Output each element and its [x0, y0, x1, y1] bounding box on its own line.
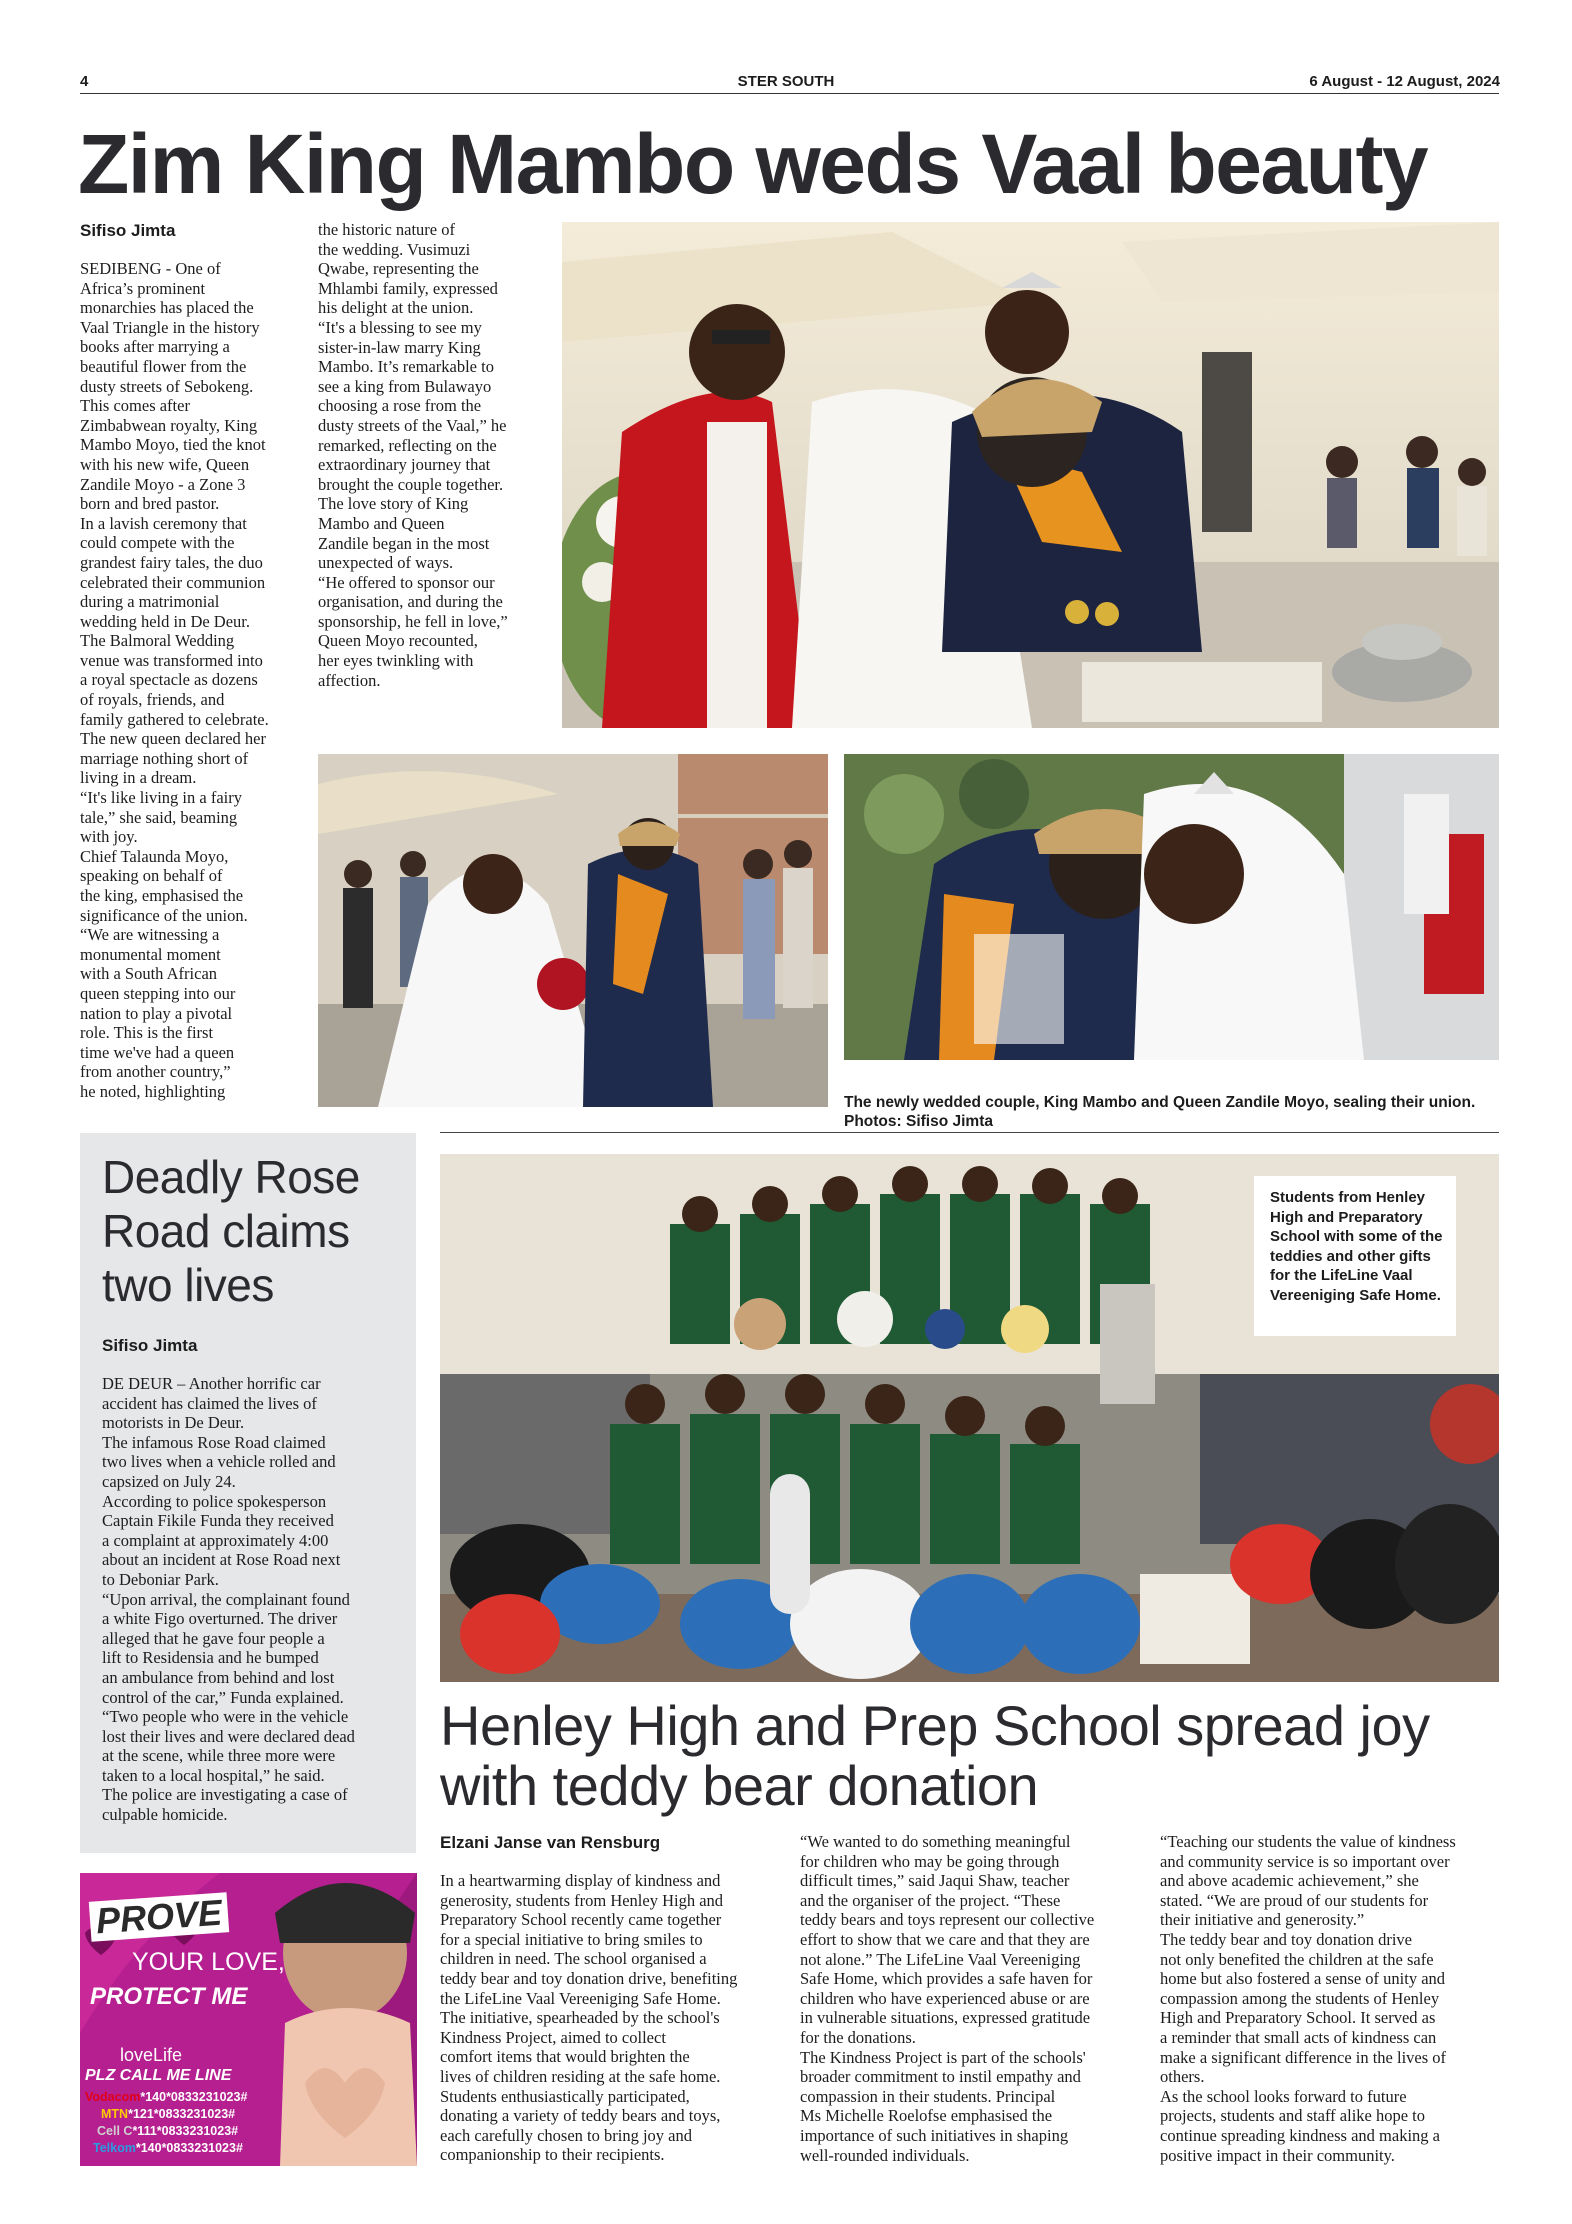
advert-network-row: [85, 2123, 247, 2140]
network-code: *140*0833231023#: [135, 2141, 243, 2155]
wedding-kiss-illustration: [844, 754, 1499, 1060]
school-column-2: “We wanted to do something meaningful for children who may be going through difficult times,” said Jaqui Shaw, teacher and the organiser of the project. “These teddy bears and toys represent our collective effort to show that we care and that they are not alone.” The LifeLine Vaal Vereeniging Safe Home, which provides a safe haven for children who have experienced abuse or are in vulnerable situations, expressed gratitude for the donations. The Kindness Project is part of the schools' broader commitment to instil empathy and compassion in their students. Principal Ms Michelle Roelofse emphasised the importance of such initiatives in shaping well-rounded individuals.: [800, 1832, 1095, 2165]
advert-network-row: [85, 2140, 247, 2157]
header-rule: [80, 93, 1499, 94]
network-name: Cell C: [97, 2124, 133, 2138]
advert-network-row: [85, 2106, 247, 2123]
lead-headline: Zim King Mambo weds Vaal beauty: [78, 117, 1428, 211]
network-code: *111*0833231023#: [132, 2124, 239, 2138]
network-name: MTN: [101, 2107, 129, 2121]
sidebar-headline: Deadly Rose Road claims two lives: [102, 1151, 360, 1311]
advert-network-list: [85, 2089, 247, 2157]
network-name: Vodacom: [85, 2090, 141, 2104]
wedding-signing-illustration: [562, 222, 1499, 728]
section-rule: [440, 1132, 1499, 1133]
school-byline: Elzani Janse van Rensburg: [440, 1833, 661, 1852]
advert-line-1: PROVE: [89, 1892, 230, 1942]
school-column-3: “Teaching our students the value of kindness and community service is so important over and above academic achievement,” she stated. “We are proud of our students for their initiative and generosity.” The teddy bear and toy donation drive not only benefited the children at the safe home but also fostered a sense of unity and compassion among the students of Henley High and Preparatory School. It served as a reminder that small acts of kindness can make a significant difference in the lives of others. As the school looks forward to future projects, students and staff alike hope to continue spreading kindness and making a positive impact in their community.: [1160, 1832, 1456, 2165]
advert-line-2: YOUR LOVE,: [132, 1948, 285, 1976]
issue-date: 6 August - 12 August, 2024: [1309, 73, 1500, 90]
lovelife-advert: [80, 1873, 417, 2166]
school-headline: Henley High and Prep School spread joy with teddy bear donation: [440, 1694, 1430, 1817]
school-photo-caption: Students from Henley High and Preparatory School with some of the teddies and other gifts for the LifeLine Vaal Vereeniging Safe Home.: [1270, 1189, 1443, 1304]
wedding-walk-photo: [318, 754, 828, 1107]
lead-column-1: SEDIBENG - One of Africa’s prominent monarchies has placed the Vaal Triangle in the history books after marrying a beautiful flower from the dusty streets of Sebokeng. This comes after Zimbabwean royalty, King Mambo Moyo, tied the knot with his new wife, Queen Zandile Moyo - a Zone 3 born and bred pastor. In a lavish ceremony that could compete with the grandest fairy tales, the duo celebrated their communion during a matrimonial wedding held in De Deur. The Balmoral Wedding venue was transformed into a royal spectacle as dozens of royals, friends, and family gathered to celebrate. The new queen declared her marriage nothing short of living in a dream. “It's like living in a fairy tale,” she said, beaming with joy. Chief Talaunda Moyo, speaking on behalf of the king, emphasised the significance of the union. “We are witnessing a monumental moment with a South African queen stepping into our nation to play a pivotal role. This is the first time we've had a queen from another country,” he noted, highlighting: [80, 259, 269, 1101]
page-number: 4: [80, 73, 89, 90]
sidebar-body: DE DEUR – Another horrific car accident has claimed the lives of motorists in De Deur. The infamous Rose Road claimed two lives when a vehicle rolled and capsized on July 24. According to police spokesperson Captain Fikile Funda they received a complaint at approximately 4:00 about an incident at Rose Road next to Deboniar Park. “Upon arrival, the complainant found a white Figo overturned. The driver alleged that he gave four people a lift to Residensia and he bumped an ambulance from behind and lost control of the car,” Funda explained. “Two people who were in the vehicle lost their lives and were declared dead at the scene, while three more were taken to a local hospital,” he said. The police are investigating a case of culpable homicide.: [102, 1374, 355, 1825]
network-code: *121*0833231023#: [128, 2107, 236, 2121]
lead-photo-caption: The newly wedded couple, King Mambo and Queen Zandile Moyo, sealing their union. Photos: Sifiso Jimta: [844, 1093, 1476, 1130]
wedding-walk-illustration: [318, 754, 828, 1107]
lead-byline: Sifiso Jimta: [80, 221, 176, 240]
school-column-1: In a heartwarming display of kindness and generosity, students from Henley High and Preparatory School recently came together for a special initiative to bring smiles to children in need. The school organised a teddy bear and toy donation drive, benefiting the LifeLine Vaal Vereeniging Safe Home. The initiative, spearheaded by the school's Kindness Project, aimed to collect comfort items that would brighten the lives of children residing at the safe home. Students enthusiastically participated, donating a variety of teddy bears and toys, each carefully chosen to bring joy and companionship to their recipients.: [440, 1871, 738, 2165]
network-name: Telkom: [93, 2141, 136, 2155]
lead-column-2: the historic nature of the wedding. Vusimuzi Qwabe, representing the Mhlambi family, expressed his delight at the union. “It's a blessing to see my sister-in-law marry King Mambo. It’s remarkable to see a king from Bulawayo choosing a rose from the dusty streets of the Vaal,” he remarked, reflecting on the extraordinary journey that brought the couple together. The love story of King Mambo and Queen Zandile began in the most unexpected of ways. “He offered to sponsor our organisation, and during the sponsorship, he fell in love,” Queen Moyo recounted, her eyes twinkling with affection.: [318, 220, 508, 690]
advert-brand: loveLife: [120, 2045, 183, 2065]
publication-name: STER SOUTH: [737, 73, 835, 90]
advert-network-row: [85, 2089, 247, 2106]
sidebar-byline: Sifiso Jimta: [102, 1336, 198, 1355]
advert-cta: PLZ CALL ME LINE: [85, 2067, 232, 2084]
advert-line-3: PROTECT ME: [90, 1983, 248, 2010]
wedding-signing-photo: [562, 222, 1499, 728]
network-code: *140*0833231023#: [140, 2090, 248, 2104]
wedding-kiss-photo: [844, 754, 1499, 1060]
